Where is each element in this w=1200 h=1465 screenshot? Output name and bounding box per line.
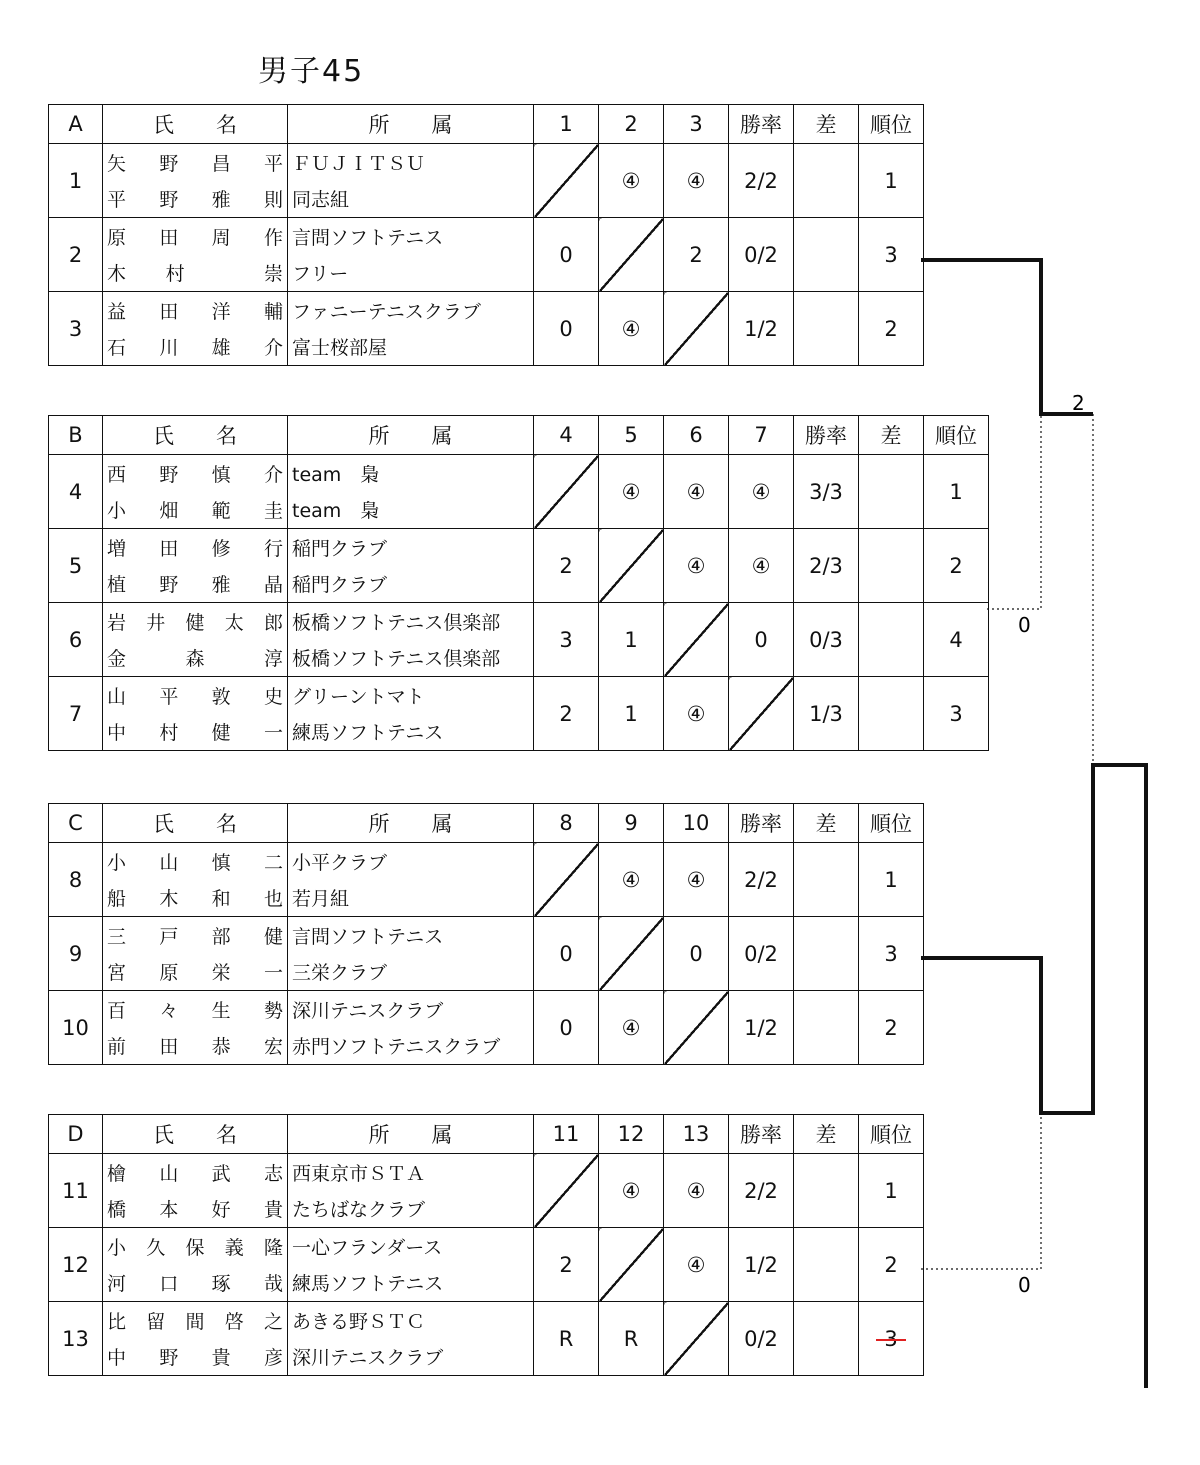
name-char: 志 (263, 1162, 283, 1185)
col-header-9: 9 (599, 804, 664, 843)
name-char: 好 (211, 1199, 231, 1222)
name-char: 敦 (211, 685, 231, 708)
name-char: 石 (107, 337, 127, 360)
name-char: 野 (159, 463, 179, 486)
name-char: 野 (159, 1347, 179, 1370)
name-char: 行 (263, 537, 283, 560)
name-header: 氏 名 (103, 804, 288, 843)
name-char: 修 (211, 537, 231, 560)
match-score: ④ (599, 991, 664, 1065)
col-header-7: 7 (729, 416, 794, 455)
name-char: 野 (159, 189, 179, 212)
name-char: 貴 (263, 1199, 283, 1222)
affiliation: team 梟 (288, 455, 534, 492)
name-char: 生 (211, 999, 231, 1022)
match-score: 2 (534, 529, 599, 603)
rank-header: 順位 (859, 1115, 924, 1154)
pair-number: 12 (49, 1228, 103, 1302)
name-char: 慎 (211, 851, 231, 874)
winrate-header: 勝率 (729, 1115, 794, 1154)
rank-value: 4 (949, 627, 963, 652)
name-char: 雄 (211, 337, 231, 360)
name-char: 武 (211, 1162, 231, 1185)
name-char: 平 (107, 189, 127, 212)
name-char: 啓 (224, 1310, 244, 1333)
name-char: 淳 (263, 648, 283, 671)
match-score: ④ (729, 455, 794, 529)
name-char: 間 (185, 1310, 205, 1333)
match-score: ④ (664, 144, 729, 218)
match-score: 2 (664, 218, 729, 292)
name-char: 太 (224, 611, 244, 634)
affiliation: 板橋ソフトテニス倶楽部 (288, 640, 534, 677)
affiliation: 練馬ソフトテニス (288, 714, 534, 751)
name-char: 田 (159, 1036, 179, 1059)
name-char: 河 (107, 1273, 127, 1296)
name-char: 川 (159, 337, 179, 360)
name-char: 植 (107, 574, 127, 597)
col-header-4: 4 (534, 416, 599, 455)
pair-number: 13 (49, 1302, 103, 1376)
rank-value: 1 (884, 168, 898, 193)
bracket-line-a (921, 260, 1093, 414)
name-char: 哉 (263, 1273, 283, 1296)
win-rate: 1/2 (729, 292, 794, 366)
name-char: 原 (159, 962, 179, 985)
col-header-12: 12 (599, 1115, 664, 1154)
affiliation: 深川テニスクラブ (288, 1339, 534, 1376)
affiliation: 板橋ソフトテニス倶楽部 (288, 603, 534, 640)
diff-header: 差 (794, 1115, 859, 1154)
group-label: C (49, 804, 103, 843)
match-score: ④ (664, 1228, 729, 1302)
affiliation: 稲門クラブ (288, 566, 534, 603)
col-header-8: 8 (534, 804, 599, 843)
name-char: 範 (211, 500, 231, 523)
name-char: 百 (107, 999, 127, 1022)
name-char: 岩 (107, 611, 127, 634)
name-char: 増 (107, 537, 127, 560)
affiliation: 富士桜部屋 (288, 329, 534, 366)
name-char: 畑 (159, 500, 179, 523)
name-header: 氏 名 (103, 416, 288, 455)
rank-value: 1 (884, 867, 898, 892)
name-char: 中 (107, 1347, 127, 1370)
pair-number: 1 (49, 144, 103, 218)
name-char: 留 (146, 1310, 166, 1333)
win-rate: 1/2 (729, 991, 794, 1065)
name-char: 西 (107, 463, 127, 486)
name-char: 昌 (211, 152, 231, 175)
match-score: 2 (534, 1228, 599, 1302)
pair-number: 6 (49, 603, 103, 677)
name-char: 木 (107, 263, 127, 286)
name-char: 也 (263, 888, 283, 911)
name-char: 宮 (107, 962, 127, 985)
match-score: ④ (599, 843, 664, 917)
win-rate: 0/2 (729, 917, 794, 991)
match-score: R (599, 1302, 664, 1376)
name-char: 田 (159, 537, 179, 560)
name-char: 田 (159, 226, 179, 249)
match-score: 2 (534, 677, 599, 751)
name-char: 戸 (159, 925, 179, 948)
affiliation: ファニーテニスクラブ (288, 292, 534, 329)
name-header: 氏 名 (103, 105, 288, 144)
name-char: 晶 (263, 574, 283, 597)
win-rate: 1/2 (729, 1228, 794, 1302)
name-char: 久 (146, 1236, 166, 1259)
name-char: 金 (107, 648, 127, 671)
affiliation: グリーントマト (288, 677, 534, 714)
affiliation: 深川テニスクラブ (288, 991, 534, 1028)
affiliation: 練馬ソフトテニス (288, 1265, 534, 1302)
pair-number: 5 (49, 529, 103, 603)
diff-header: 差 (859, 416, 924, 455)
match-score: ④ (729, 529, 794, 603)
match-score: ④ (599, 292, 664, 366)
pair-number: 2 (49, 218, 103, 292)
name-char: 一 (263, 722, 283, 745)
name-char: 村 (159, 722, 179, 745)
match-score: ④ (664, 455, 729, 529)
match-score: ④ (599, 455, 664, 529)
rank-value: 3 (949, 701, 963, 726)
name-char: 村 (165, 263, 185, 286)
pair-number: 7 (49, 677, 103, 751)
rank-header: 順位 (924, 416, 989, 455)
win-rate: 2/2 (729, 1154, 794, 1228)
name-char: 洋 (211, 300, 231, 323)
affil-header: 所 属 (288, 1115, 534, 1154)
affiliation: 同志組 (288, 181, 534, 218)
match-score: ④ (664, 843, 729, 917)
group-label: D (49, 1115, 103, 1154)
col-header-10: 10 (664, 804, 729, 843)
win-rate: 2/2 (729, 144, 794, 218)
name-char: 部 (211, 925, 231, 948)
win-rate: 1/3 (794, 677, 859, 751)
win-rate: 2/2 (729, 843, 794, 917)
rank-value: 2 (884, 1252, 898, 1277)
name-char: 一 (263, 962, 283, 985)
match-score: 0 (729, 603, 794, 677)
name-char: 作 (263, 226, 283, 249)
name-header: 氏 名 (103, 1115, 288, 1154)
name-char: 森 (185, 648, 205, 671)
name-char: 小 (107, 1236, 127, 1259)
affiliation: team 梟 (288, 492, 534, 529)
name-char: 二 (263, 851, 283, 874)
name-char: 宏 (263, 1036, 283, 1059)
name-char: 慎 (211, 463, 231, 486)
win-rate: 0/2 (729, 1302, 794, 1376)
name-char: 三 (107, 925, 127, 948)
name-char: 勢 (263, 999, 283, 1022)
col-header-3: 3 (664, 105, 729, 144)
name-char: 健 (263, 925, 283, 948)
col-header-5: 5 (599, 416, 664, 455)
name-char: 雅 (211, 189, 231, 212)
affiliation: 三栄クラブ (288, 954, 534, 991)
name-char: 山 (107, 685, 127, 708)
affiliation: 西東京市ＳＴＡ (288, 1154, 534, 1191)
name-char: 琢 (211, 1273, 231, 1296)
bracket-line-c (921, 765, 1146, 1388)
match-score: R (534, 1302, 599, 1376)
name-char: 口 (159, 1273, 179, 1296)
match-score: ④ (599, 1154, 664, 1228)
affiliation: 言問ソフトテニス (288, 218, 534, 255)
col-header-6: 6 (664, 416, 729, 455)
match-score: 0 (534, 218, 599, 292)
affiliation: たちばなクラブ (288, 1191, 534, 1228)
match-score: 0 (534, 991, 599, 1065)
affiliation: 赤門ソフトテニスクラブ (288, 1028, 534, 1065)
rank-value: 2 (884, 316, 898, 341)
match-score: ④ (664, 677, 729, 751)
pair-number: 9 (49, 917, 103, 991)
name-char: 崇 (263, 263, 283, 286)
pair-number: 4 (49, 455, 103, 529)
winrate-header: 勝率 (794, 416, 859, 455)
match-score: 0 (534, 917, 599, 991)
name-char: 史 (263, 685, 283, 708)
match-score: 1 (599, 677, 664, 751)
match-score: ④ (664, 1154, 729, 1228)
page-title: 男子45 (258, 54, 365, 89)
name-char: 々 (159, 999, 179, 1022)
bracket-score: 0 (1018, 1273, 1031, 1297)
name-char: 彦 (263, 1347, 283, 1370)
rank-value: 3 (884, 242, 898, 267)
win-rate: 0/2 (729, 218, 794, 292)
bracket-score: 2 (1072, 391, 1085, 415)
winrate-header: 勝率 (729, 804, 794, 843)
name-char: 周 (211, 226, 231, 249)
pair-number: 3 (49, 292, 103, 366)
match-score: ④ (664, 529, 729, 603)
name-char: 平 (263, 152, 283, 175)
rank-header: 順位 (859, 804, 924, 843)
rank-value: 1 (949, 479, 963, 504)
affiliation: 稲門クラブ (288, 529, 534, 566)
col-header-11: 11 (534, 1115, 599, 1154)
name-char: 郎 (263, 611, 283, 634)
name-char: 原 (107, 226, 127, 249)
match-score: 0 (664, 917, 729, 991)
diff-header: 差 (794, 105, 859, 144)
name-char: 中 (107, 722, 127, 745)
bracket-line-d (921, 1113, 1041, 1269)
name-char: 井 (146, 611, 166, 634)
name-char: 栄 (211, 962, 231, 985)
name-char: 則 (263, 189, 283, 212)
name-char: 隆 (263, 1236, 283, 1259)
name-char: 健 (211, 722, 231, 745)
name-char: 矢 (107, 152, 127, 175)
group-label: A (49, 105, 103, 144)
name-char: 益 (107, 300, 127, 323)
name-char: 之 (263, 1310, 283, 1333)
rank-value: 2 (949, 553, 963, 578)
name-char: 輔 (263, 300, 283, 323)
name-char: 船 (107, 888, 127, 911)
match-score: 0 (534, 292, 599, 366)
name-char: 保 (185, 1236, 205, 1259)
winrate-header: 勝率 (729, 105, 794, 144)
name-char: 田 (159, 300, 179, 323)
affiliation: 一心フランダース (288, 1228, 534, 1265)
affiliation: 小平クラブ (288, 843, 534, 880)
name-char: 檜 (107, 1162, 127, 1185)
affil-header: 所 属 (288, 105, 534, 144)
name-char: 比 (107, 1310, 127, 1333)
name-char: 山 (159, 1162, 179, 1185)
name-char: 小 (107, 500, 127, 523)
name-char: 介 (263, 463, 283, 486)
name-char: 本 (159, 1199, 179, 1222)
name-char: 介 (263, 337, 283, 360)
name-char: 恭 (211, 1036, 231, 1059)
col-header-13: 13 (664, 1115, 729, 1154)
match-score: ④ (599, 144, 664, 218)
pair-number: 10 (49, 991, 103, 1065)
name-char: 小 (107, 851, 127, 874)
name-char: 和 (211, 888, 231, 911)
rank-value: 3 (884, 941, 898, 966)
pair-number: 11 (49, 1154, 103, 1228)
name-char: 雅 (211, 574, 231, 597)
affiliation: 若月組 (288, 880, 534, 917)
win-rate: 2/3 (794, 529, 859, 603)
name-char: 野 (159, 152, 179, 175)
name-char: 義 (224, 1236, 244, 1259)
affiliation: ＦＵＪＩＴＳＵ (288, 144, 534, 181)
name-char: 前 (107, 1036, 127, 1059)
win-rate: 0/3 (794, 603, 859, 677)
col-header-1: 1 (534, 105, 599, 144)
affiliation: 言問ソフトテニス (288, 917, 534, 954)
name-char: 山 (159, 851, 179, 874)
match-score: 3 (534, 603, 599, 677)
affil-header: 所 属 (288, 804, 534, 843)
name-char: 橋 (107, 1199, 127, 1222)
rank-value: 1 (884, 1178, 898, 1203)
group-label: B (49, 416, 103, 455)
win-rate: 3/3 (794, 455, 859, 529)
name-char: 木 (159, 888, 179, 911)
name-char: 圭 (263, 500, 283, 523)
pair-number: 8 (49, 843, 103, 917)
affiliation: フリー (288, 255, 534, 292)
bracket-score: 0 (1018, 613, 1031, 637)
name-char: 平 (159, 685, 179, 708)
name-char: 貴 (211, 1347, 231, 1370)
affiliation: あきる野ＳＴＣ (288, 1302, 534, 1339)
name-char: 健 (185, 611, 205, 634)
bracket-line-b (987, 414, 1041, 609)
match-score: 1 (599, 603, 664, 677)
rank-value: 3 (884, 1326, 898, 1351)
diff-header: 差 (794, 804, 859, 843)
col-header-2: 2 (599, 105, 664, 144)
rank-header: 順位 (859, 105, 924, 144)
affil-header: 所 属 (288, 416, 534, 455)
rank-value: 2 (884, 1015, 898, 1040)
name-char: 野 (159, 574, 179, 597)
